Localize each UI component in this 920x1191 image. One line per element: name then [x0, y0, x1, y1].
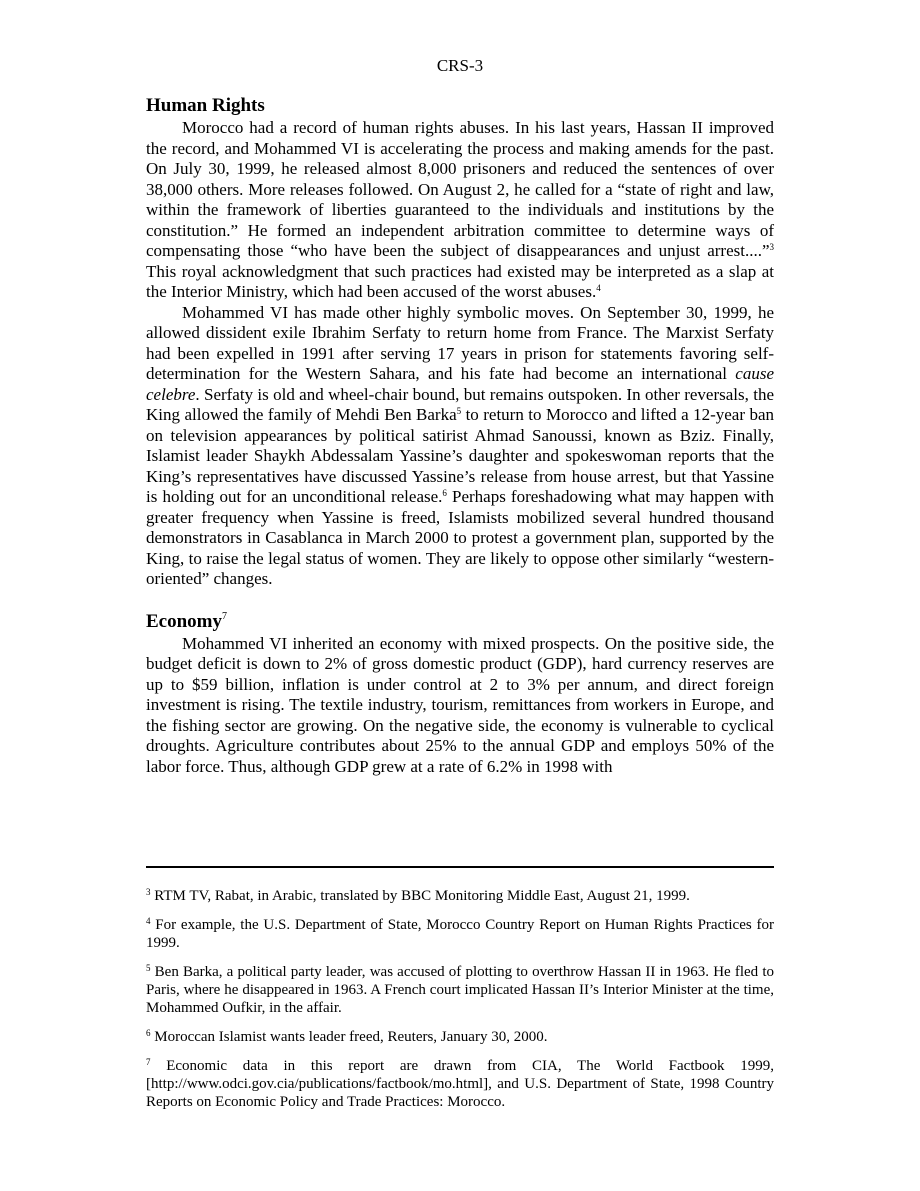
- main-content: [146, 94, 774, 777]
- footnote-text: For example, the U.S. Department of State, Morocco Country Report on Human Rights Practices for 1999.: [146, 917, 774, 951]
- paragraph-human-rights-1: [146, 118, 774, 303]
- paragraph-economy-1: Mohammed VI inherited an economy with mixed prospects. On the positive side, the budget deficit is down to 2% of gross domestic product (GDP), hard currency reserves are up to $59 billion, inflation is under control at 2 to 3% per annum, and direct foreign investment is rising. The textile industry, tourism, remittances from workers in Europe, and the fishing sector are growing. On the negative side, the economy is vulnerable to cyclical droughts. Agriculture contributes about 25% to the annual GDP and employs 50% of the labor force. Thus, although GDP grew at a rate of 6.2% in 1998 with: [146, 633, 774, 776]
- footnote-ref-4: 4: [596, 283, 601, 293]
- section-heading-economy: [146, 610, 774, 634]
- footnote-6: [146, 1028, 774, 1046]
- footnote-text: Ben Barka, a political party leader, was accused of plotting to overthrow Hassan II in 1963. He fled to Paris, where he disappeared in 1963. A French court implicated Hassan II’s Interior Minister at the time, Mohammed Oufkir, in the affair.: [146, 964, 774, 1016]
- footnotes: [146, 887, 774, 1122]
- footnote-number: 7: [146, 1057, 151, 1067]
- paragraph-text: to return to Morocco and lifted a 12-year ban on television appearances by political satirist Ahmad Sanoussi, known as Bziz. Finally, Islamist leader Shaykh Abdessalam Yassine’s daughter and spokeswoman reports that the King’s representatives have discussed Yassine’s release from house arrest, but that Yassine is holding out for an unconditional release.: [146, 405, 774, 506]
- paragraph-human-rights-2: [146, 303, 774, 590]
- footnote-number: 5: [146, 963, 151, 973]
- page-number-header: CRS-3: [436, 56, 484, 75]
- footnote-ref-6: 6: [442, 488, 447, 498]
- paragraph-text: . Serfaty is old and wheel-chair bound, but remains outspoken. In other reversals, the King allowed the family of Mehdi Ben Barka: [146, 384, 774, 424]
- footnote-text: Economic data in this report are drawn from CIA, The World Factbook 1999, [http://www.odci.gov.cia/publications/factbook/mo.html], and U.S. Department of State, 1998 Country Reports on Economic Policy and Trade Practices: Morocco.: [146, 1058, 774, 1110]
- footnote-ref-5: 5: [456, 406, 462, 416]
- footnote-ref-3: 3: [769, 242, 774, 252]
- footnote-number: 4: [146, 916, 151, 926]
- footnote-3: [146, 887, 774, 905]
- footnote-ref-7: 7: [222, 610, 227, 622]
- footnote-number: 6: [146, 1028, 151, 1038]
- heading-text: Economy: [146, 610, 222, 632]
- italic-phrase: cause celebre: [146, 364, 774, 404]
- paragraph-text: Mohammed VI has made other highly symbolic moves. On September 30, 1999, he allowed dissident exile Ibrahim Serfaty to return home from France. The Marxist Serfaty had been expelled in 1991 after serving 17 years in prison for statements favoring self-determination for the Western Sahara, and his fate had become an international: [146, 302, 774, 383]
- footnote-text: Moroccan Islamist wants leader freed, Reuters, January 30, 2000.: [150, 1029, 548, 1045]
- footnote-separator: [146, 866, 774, 868]
- section-heading-human-rights: Human Rights: [146, 95, 265, 116]
- footnote-5: [146, 963, 774, 1017]
- paragraph-text: Perhaps foreshadowing what may happen with greater frequency when Yassine is freed, Islamists mobilized several hundred thousand demonstrators in Casablanca in March 2000 to protest a government plan, supported by the King, to raise the legal status of women. They are likely to oppose other similarly “western-oriented” changes.: [146, 487, 774, 588]
- footnote-4: [146, 916, 774, 952]
- footnote-text: RTM TV, Rabat, in Arabic, translated by BBC Monitoring Middle East, August 21, 1999.: [150, 888, 690, 904]
- footnote-7: [146, 1057, 774, 1111]
- paragraph-text: This royal acknowledgment that such practices had existed may be interpreted as a slap at the Interior Ministry, which had been accused of the worst abuses.: [146, 261, 774, 301]
- paragraph-text: Morocco had a record of human rights abuses. In his last years, Hassan II improved the record, and Mohammed VI is accelerating the process and making amends for the past. On July 30, 1999, he released almost 8,000 prisoners and reduced the sentences of over 38,000 others. More releases followed. On August 2, he called for a “state of right and law, within the framework of liberties guaranteed to the individuals and institutions by the constitution.” He formed an independent arbitration committee to determine ways of compensating those “who have been the subject of disappearances and unjust arrest....”: [146, 118, 774, 260]
- footnote-number: 3: [146, 887, 151, 897]
